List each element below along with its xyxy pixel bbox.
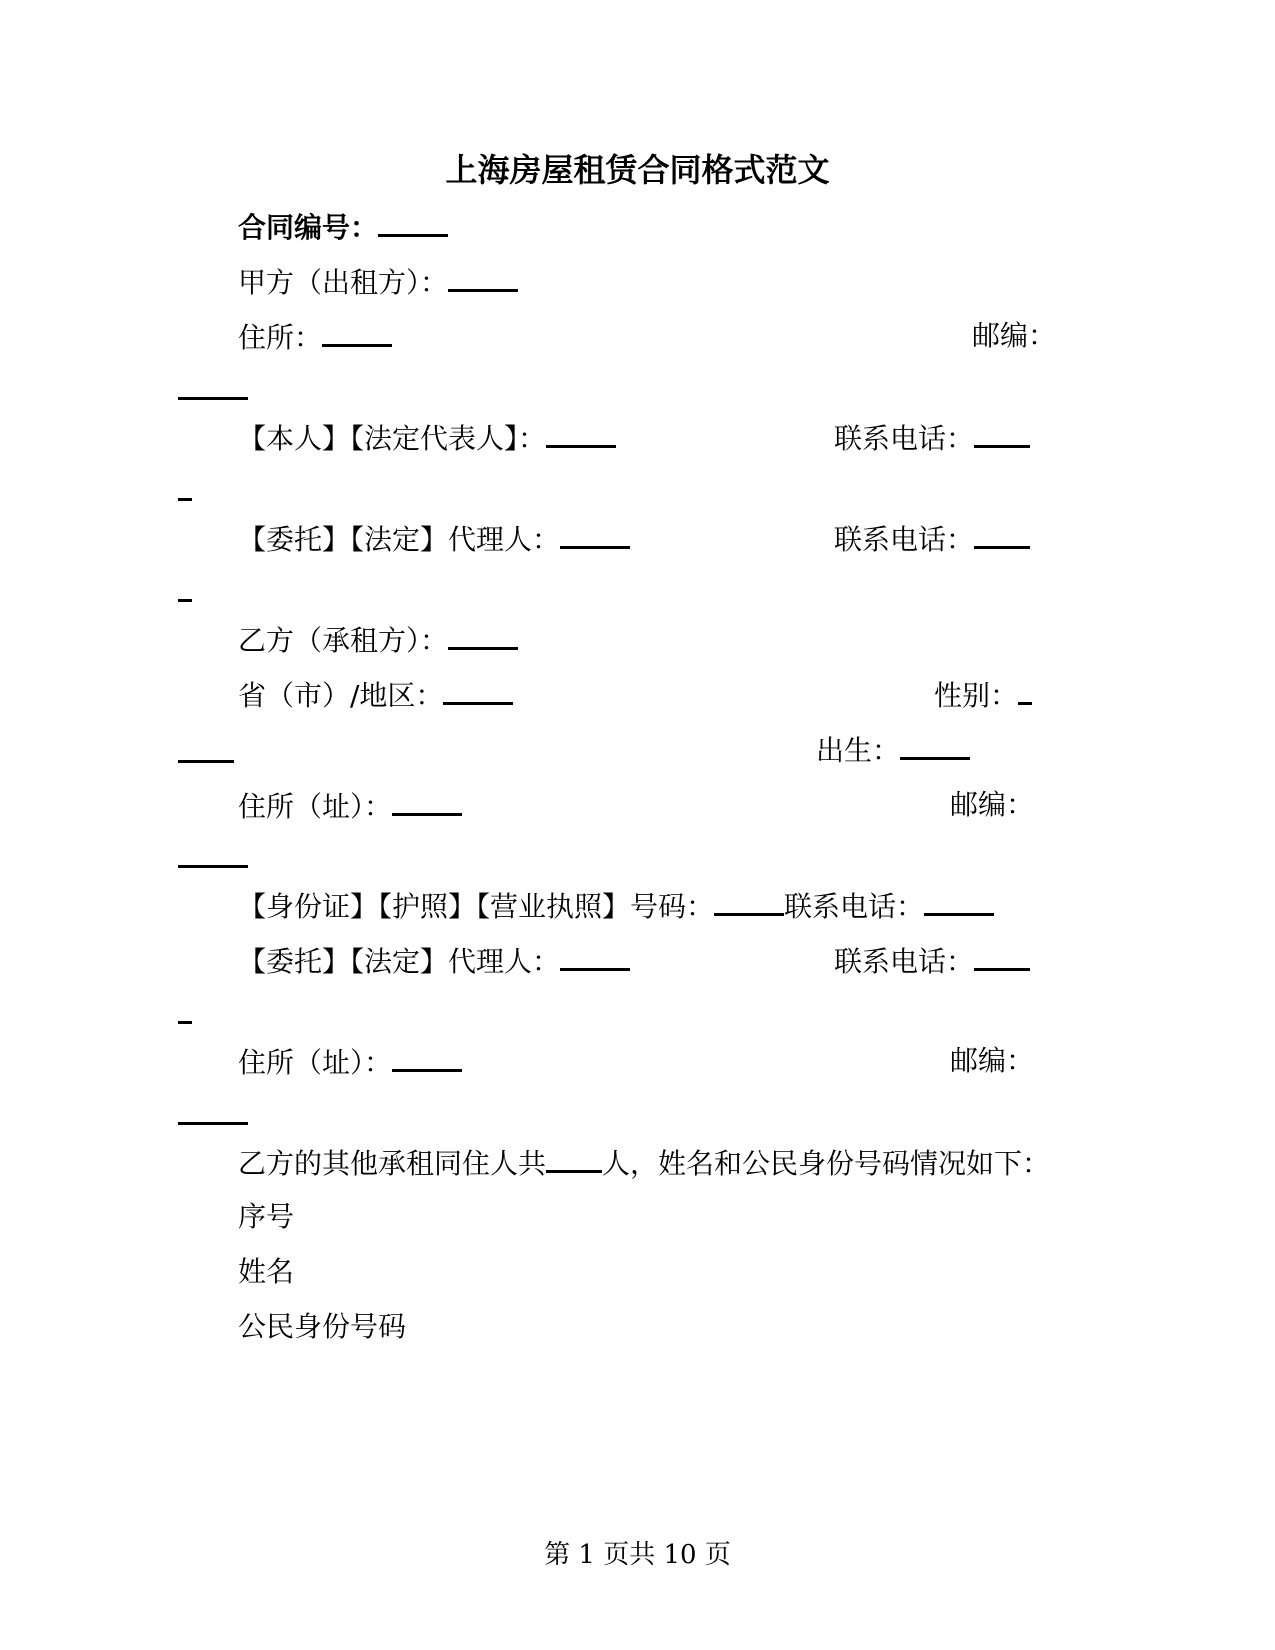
- party-a-rep-phone-blank-cont: [178, 498, 192, 501]
- party-b-label: 乙方（承租方）：: [238, 624, 449, 657]
- party-b-id-line: [238, 887, 994, 925]
- party-a-line: [238, 263, 518, 301]
- party-a-address-label: 住所：: [238, 321, 323, 354]
- party-b-line: [238, 621, 518, 659]
- page-number: 第 1 页共 10 页: [544, 1540, 731, 1570]
- party-b-gender-line: [934, 676, 1032, 714]
- party-b-agent-address-line: [238, 1043, 462, 1081]
- party-b-gender-blank-cont: [178, 760, 234, 763]
- party-b-address-blank: [392, 787, 462, 816]
- party-a-rep-phone-blank: [974, 419, 1030, 448]
- contract-number-label: 合同编号：: [238, 211, 379, 244]
- party-a-rep-label: 【本人】【法定代表人】：: [238, 422, 547, 455]
- party-a-agent-line: [238, 520, 630, 558]
- party-a-rep-phone-line: [834, 419, 1030, 457]
- party-b-gender-blank: [1018, 676, 1032, 705]
- party-b-agent-label: 【委托】【法定】代理人：: [238, 945, 561, 978]
- column-name: 姓名: [238, 1255, 295, 1288]
- party-b-postcode-label: 邮编：: [950, 788, 1035, 821]
- party-a-rep-blank: [546, 419, 616, 448]
- party-b-postcode-blank: [178, 865, 248, 868]
- party-b-id-blank: [714, 887, 784, 916]
- party-a-agent-blank: [560, 520, 630, 549]
- party-a-postcode-label: 邮编：: [972, 319, 1057, 352]
- party-b-agent-blank: [560, 942, 630, 971]
- party-b-agent-phone-line: [834, 942, 1030, 980]
- party-b-birth-blank: [900, 731, 970, 760]
- cohabitants-label-a: 乙方的其他承租同住人共: [238, 1147, 547, 1180]
- cohabitants-label-b: 人，姓名和公民身份号码情况如下：: [602, 1147, 1051, 1180]
- party-b-agent-phone-blank: [974, 942, 1030, 971]
- party-a-address-line: [238, 318, 392, 356]
- party-b-agent-address-blank: [392, 1043, 462, 1072]
- party-b-agent-postcode-blank: [178, 1122, 248, 1125]
- party-b-birth-label: 出生：: [816, 734, 901, 767]
- party-a-postcode-blank: [178, 397, 248, 400]
- party-a-agent-phone-blank-cont: [178, 599, 192, 602]
- party-a-blank: [448, 263, 518, 292]
- party-b-birth-line: [816, 731, 970, 769]
- party-a-address-blank: [322, 318, 392, 347]
- party-b-region-line: [238, 676, 513, 714]
- party-b-id-label: 【身份证】【护照】【营业执照】号码：: [238, 890, 715, 923]
- party-a-rep-phone-label: 联系电话：: [834, 422, 975, 455]
- party-b-gender-label: 性别：: [934, 679, 1019, 712]
- party-b-region-blank: [443, 676, 513, 705]
- contract-number-blank: [378, 208, 448, 237]
- party-b-agent-line: [238, 942, 630, 980]
- party-b-region-label: 省（市）/地区：: [238, 679, 444, 712]
- party-b-id-phone-label: 联系电话：: [784, 890, 925, 923]
- document-title: 上海房屋租赁合同格式范文: [445, 151, 830, 189]
- party-b-blank: [448, 621, 518, 650]
- party-b-agent-address-label: 住所（址）：: [238, 1046, 393, 1079]
- party-b-address-line: [238, 787, 462, 825]
- party-b-address-label: 住所（址）：: [238, 790, 393, 823]
- party-a-agent-phone-label: 联系电话：: [834, 523, 975, 556]
- party-b-id-phone-blank: [924, 887, 994, 916]
- party-a-agent-label: 【委托】【法定】代理人：: [238, 523, 561, 556]
- cohabitants-count-blank: [546, 1144, 602, 1173]
- party-b-agent-phone-label: 联系电话：: [834, 945, 975, 978]
- party-b-agent-phone-blank-cont: [178, 1021, 192, 1024]
- contract-number-line: [238, 208, 448, 246]
- column-serial-number: 序号: [238, 1200, 295, 1233]
- party-a-agent-phone-blank: [974, 520, 1030, 549]
- column-id-number: 公民身份号码: [238, 1310, 407, 1343]
- party-a-agent-phone-line: [834, 520, 1030, 558]
- party-a-rep-line: [238, 419, 616, 457]
- cohabitants-line: [238, 1144, 1050, 1182]
- party-a-label: 甲方（出租方）：: [238, 266, 449, 299]
- party-b-agent-postcode-label: 邮编：: [950, 1044, 1035, 1077]
